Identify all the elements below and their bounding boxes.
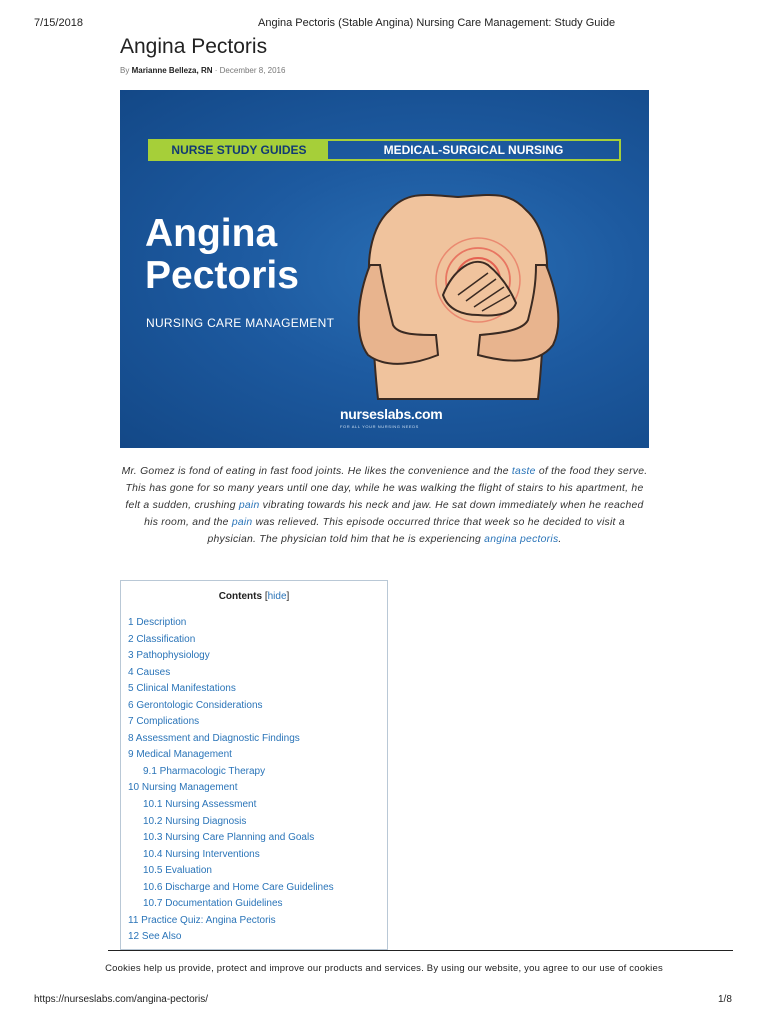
toc-subitem[interactable]: 10.2 Nursing Diagnosis xyxy=(143,815,247,827)
toc-item[interactable]: 12 See Also xyxy=(128,931,182,943)
byline-prefix: By xyxy=(120,66,130,75)
byline xyxy=(120,66,285,75)
cookie-notice: Cookies help us provide, protect and improve our products and services. By using our website, you agree to our use of cookies xyxy=(105,963,663,974)
toc-item[interactable]: 8 Assessment and Diagnostic Findings xyxy=(128,732,300,744)
intro-paragraph xyxy=(120,463,649,548)
toc-item[interactable]: 6 Gerontologic Considerations xyxy=(128,699,263,711)
toc-item[interactable]: 10 Nursing Management xyxy=(128,782,238,794)
toc-list xyxy=(128,617,334,948)
nurseslabs-tagline: FOR ALL YOUR NURSING NEEDS xyxy=(340,424,419,429)
toc-bracket-close: ] xyxy=(286,591,290,602)
toc-item[interactable]: 1 Description xyxy=(128,617,187,628)
toc-subitem[interactable]: 10.6 Discharge and Home Care Guidelines xyxy=(143,881,334,893)
toc-hide-toggle[interactable]: hide xyxy=(267,591,287,602)
toc-item[interactable]: 4 Causes xyxy=(128,666,171,678)
intro-text-2: of the food they serve. This has gone for so many years until one day, while he was walking the flight of stairs to his apartment, he felt a sudden, crushing xyxy=(125,466,648,511)
hero-title-line2: Pectoris xyxy=(145,254,299,297)
hero-banner xyxy=(148,139,621,161)
hero-title-line1: Angina xyxy=(145,212,278,255)
link-angina-pectoris[interactable]: angina pectoris xyxy=(484,534,559,545)
toc-subitem[interactable]: 10.4 Nursing Interventions xyxy=(143,848,260,860)
chest-pain-illustration xyxy=(338,185,578,400)
byline-separator: · xyxy=(214,66,218,75)
toc-item[interactable]: 2 Classification xyxy=(128,633,196,645)
toc-subitem[interactable]: 10.5 Evaluation xyxy=(143,865,212,877)
banner-med-surg: MEDICAL-SURGICAL NURSING xyxy=(383,143,564,157)
toc-item[interactable]: 5 Clinical Manifestations xyxy=(128,683,236,695)
toc-item[interactable]: 9 Medical Management xyxy=(128,749,232,761)
intro-text-3: vibrating towards his neck and jaw. He sat down immediately when he reached his room, and the xyxy=(144,500,644,528)
toc-subitem[interactable]: 10.1 Nursing Assessment xyxy=(143,799,257,811)
toc-bracket-open: [ xyxy=(264,591,268,602)
toc-item[interactable]: 11 Practice Quiz: Angina Pectoris xyxy=(128,914,276,926)
hero-title xyxy=(145,213,299,297)
cookie-divider xyxy=(108,950,733,951)
nurseslabs-logo: nurseslabs.com xyxy=(340,406,443,422)
intro-text-1: Mr. Gomez is fond of eating in fast food joints. He likes the convenience and the xyxy=(121,466,512,477)
link-taste[interactable]: taste xyxy=(511,466,536,477)
print-footer-url: https://nurseslabs.com/angina-pectoris/ xyxy=(34,994,208,1005)
author-link[interactable]: Marianne Belleza, RN xyxy=(131,66,213,75)
toc-item[interactable]: 3 Pathophysiology xyxy=(128,650,210,662)
table-of-contents xyxy=(120,580,388,950)
link-pain[interactable]: pain xyxy=(231,517,253,528)
print-header-title: Angina Pectoris (Stable Angina) Nursing Care Management: Study Guide xyxy=(258,17,616,29)
intro-text-5: . xyxy=(558,534,562,545)
hero-subtitle: NURSING CARE MANAGEMENT xyxy=(146,316,335,330)
publish-date: December 8, 2016 xyxy=(219,66,286,75)
hero-image xyxy=(120,90,649,448)
toc-heading xyxy=(121,591,387,602)
toc-title: Contents xyxy=(218,591,263,602)
print-footer-page: 1/8 xyxy=(718,994,732,1005)
article-title: Angina Pectoris xyxy=(120,35,268,58)
toc-subitem[interactable]: 9.1 Pharmacologic Therapy xyxy=(143,765,266,777)
banner-study-guides: NURSE STUDY GUIDES xyxy=(150,141,328,159)
print-header-date: 7/15/2018 xyxy=(34,17,83,29)
toc-subitem[interactable]: 10.3 Nursing Care Planning and Goals xyxy=(143,832,315,844)
toc-item[interactable]: 7 Complications xyxy=(128,716,200,728)
intro-text-4: was relieved. This episode occurred thrice that week so he decided to visit a physician. The physician told him that he is experiencing xyxy=(207,517,625,545)
link-pain[interactable]: pain xyxy=(238,500,260,511)
toc-subitem[interactable]: 10.7 Documentation Guidelines xyxy=(143,898,283,910)
